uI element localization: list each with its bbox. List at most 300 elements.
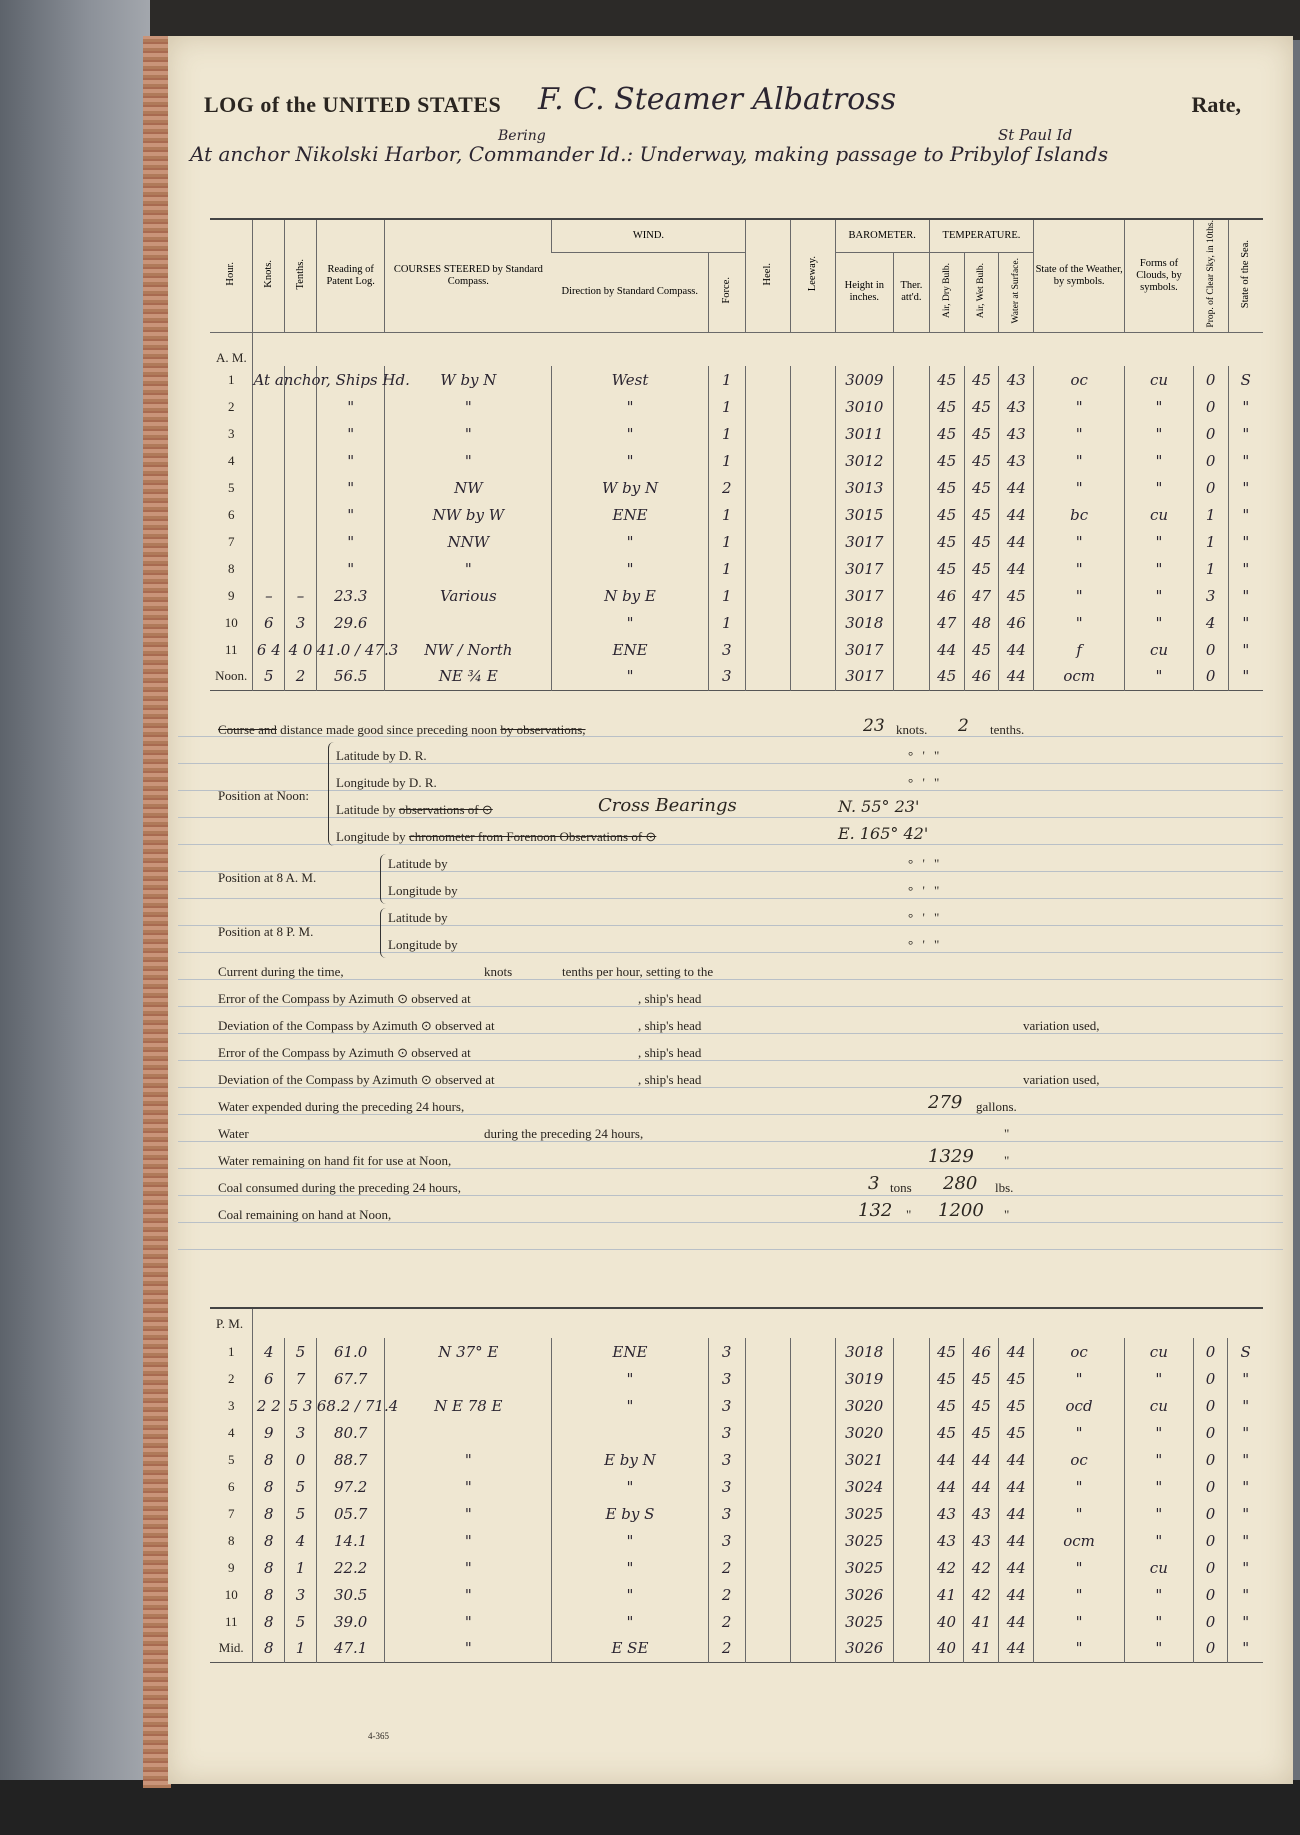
- pm-wet-cell: 43: [964, 1500, 999, 1527]
- am-wet-cell: 45: [964, 420, 999, 447]
- pm-wind-dir-cell: ENE: [552, 1338, 709, 1365]
- ships-head-1: , ship's head: [638, 991, 702, 1006]
- am-bar-cell: 3009: [835, 366, 893, 393]
- am-tenths-cell: 2: [285, 663, 317, 690]
- coal-remaining-label: Coal remaining on hand at Noon,: [218, 1207, 392, 1222]
- pm-leeway-cell: [790, 1392, 835, 1419]
- am-heel-cell: [745, 393, 790, 420]
- pm-clouds-cell: cu: [1125, 1554, 1194, 1581]
- lat-8pm-marks: ° ' ": [908, 910, 943, 925]
- am-dry-cell: 45: [929, 393, 964, 420]
- pm-knots-cell: 8: [253, 1581, 285, 1608]
- pm-course-cell: N E 78 E: [385, 1392, 552, 1419]
- pm-tenths-cell: 5: [285, 1473, 317, 1500]
- pm-sea-cell: ": [1228, 1527, 1263, 1554]
- am-leeway-cell: [790, 582, 835, 609]
- water-remaining-label: Water remaining on hand fit for use at Noon,: [218, 1153, 452, 1168]
- am-bar-cell: 3011: [835, 420, 893, 447]
- am-sea-cell: ": [1228, 555, 1263, 582]
- am-row: [210, 393, 1263, 420]
- pm-dry-cell: 45: [929, 1365, 964, 1392]
- col-temperature: TEMPERATURE.: [929, 219, 1033, 253]
- pm-clouds-cell: cu: [1125, 1338, 1194, 1365]
- am-bar-cell: 3017: [835, 528, 893, 555]
- pm-water-cell: 44: [999, 1446, 1034, 1473]
- lat-dr: Latitude by D. R.: [336, 748, 427, 763]
- pm-course-cell: [385, 1365, 552, 1392]
- pm-clear-cell: 0: [1193, 1365, 1228, 1392]
- lon-8am: Longitude by: [388, 883, 458, 898]
- am-row: [210, 555, 1263, 582]
- tenths-word: tenths.: [990, 722, 1025, 737]
- col-courses: COURSES STEERED by Standard Compass.: [385, 219, 552, 332]
- am-row: [210, 582, 1263, 609]
- header-vessel: F. C. Steamer Albatross: [538, 82, 897, 117]
- pm-course-cell: N 37° E: [385, 1338, 552, 1365]
- am-knots-cell: 5: [253, 663, 285, 690]
- am-log-cell: 56.5: [316, 663, 385, 690]
- pm-bar-cell: 3025: [835, 1527, 893, 1554]
- am-sea-cell: ": [1228, 636, 1263, 663]
- am-dry-cell: 45: [929, 366, 964, 393]
- pm-wind-dir-cell: ": [552, 1365, 709, 1392]
- am-bar-cell: 3017: [835, 555, 893, 582]
- position-8pm-label: Position at 8 P. M.: [218, 924, 314, 939]
- am-wet-cell: 45: [964, 393, 999, 420]
- distance-struck-2: by observations,: [500, 722, 586, 737]
- pm-row: [210, 1419, 1263, 1446]
- pm-sea-cell: ": [1228, 1581, 1263, 1608]
- am-dry-cell: 45: [929, 474, 964, 501]
- lon-noon-value: E. 165° 42': [838, 824, 929, 843]
- pm-water-cell: 44: [999, 1473, 1034, 1500]
- pm-hour-cell: 1: [227, 1343, 235, 1359]
- coal-consumed-label: Coal consumed during the preceding 24 hours,: [218, 1180, 461, 1195]
- pm-wet-cell: 45: [964, 1392, 999, 1419]
- lat-noon-value: N. 55° 23': [838, 797, 920, 816]
- am-hour-cell: 3: [227, 425, 235, 441]
- col-wind-force: Force.: [720, 277, 732, 304]
- am-weather-cell: ": [1034, 393, 1125, 420]
- am-hour-cell: 2: [227, 398, 235, 414]
- pm-clear-cell: 0: [1193, 1446, 1228, 1473]
- am-knots-cell: [253, 393, 285, 420]
- pm-hour-cell: 5: [227, 1451, 235, 1467]
- am-bar-cell: 3013: [835, 474, 893, 501]
- pm-leeway-cell: [790, 1581, 835, 1608]
- am-wind-dir-cell: ": [552, 393, 709, 420]
- am-bar-cell: 3017: [835, 582, 893, 609]
- pm-force-cell: 3: [708, 1473, 745, 1500]
- pm-clear-cell: 0: [1193, 1419, 1228, 1446]
- header-remark-insert-destination: St Paul Id: [998, 126, 1073, 144]
- pm-hour-cell: 4: [227, 1424, 235, 1440]
- brace-noon: [328, 742, 335, 846]
- am-course-cell: NW: [385, 474, 552, 501]
- pm-water-cell: 44: [999, 1500, 1034, 1527]
- pm-water-cell: 44: [999, 1338, 1034, 1365]
- pm-water-cell: 45: [999, 1419, 1034, 1446]
- pm-log-cell: 67.7: [316, 1365, 385, 1392]
- pm-clouds-cell: ": [1125, 1500, 1194, 1527]
- pm-wind-dir-cell: ": [552, 1527, 709, 1554]
- pm-wet-cell: 42: [964, 1581, 999, 1608]
- pm-bar-cell: 3025: [835, 1554, 893, 1581]
- pm-ther-cell: [893, 1554, 929, 1581]
- pm-ther-cell: [893, 1527, 929, 1554]
- gallons-word: gallons.: [976, 1099, 1017, 1114]
- am-ther-cell: [893, 609, 929, 636]
- pm-hour-cell: 8: [227, 1532, 235, 1548]
- am-wind-dir-cell: ENE: [552, 501, 709, 528]
- pm-leeway-cell: [790, 1338, 835, 1365]
- pm-hour-cell: 6: [227, 1478, 235, 1494]
- col-wind: WIND.: [552, 219, 745, 253]
- am-ther-cell: [893, 501, 929, 528]
- am-weather-cell: oc: [1034, 366, 1125, 393]
- pm-wet-cell: 41: [964, 1635, 999, 1662]
- pm-sea-cell: ": [1228, 1608, 1263, 1635]
- coal-remaining-ditto-1: ": [906, 1207, 912, 1222]
- pm-wind-dir-cell: [552, 1419, 709, 1446]
- pm-clouds-cell: cu: [1125, 1392, 1194, 1419]
- am-heel-cell: [745, 663, 790, 690]
- am-ther-cell: [893, 528, 929, 555]
- am-force-cell: 1: [708, 393, 745, 420]
- pm-hour-cell: 2: [227, 1370, 235, 1386]
- col-air-wet: Air, Wet Bulb.: [976, 262, 987, 318]
- pm-sea-cell: ": [1228, 1554, 1263, 1581]
- am-weather-cell: f: [1034, 636, 1125, 663]
- ruled-line: [178, 925, 1283, 926]
- am-dry-cell: 45: [929, 555, 964, 582]
- pm-sea-cell: ": [1228, 1365, 1263, 1392]
- pm-sea-cell: S: [1228, 1338, 1263, 1365]
- am-sea-cell: ": [1228, 582, 1263, 609]
- am-sea-cell: ": [1228, 474, 1263, 501]
- am-wet-cell: 45: [964, 555, 999, 582]
- pm-tenths-cell: 5: [285, 1500, 317, 1527]
- pm-log-cell: 88.7: [316, 1446, 385, 1473]
- pm-leeway-cell: [790, 1419, 835, 1446]
- ruled-line: [178, 1141, 1283, 1142]
- pm-wind-dir-cell: ": [552, 1473, 709, 1500]
- pm-knots-cell: 8: [253, 1554, 285, 1581]
- am-log-cell: ": [316, 420, 385, 447]
- pm-force-cell: 2: [708, 1635, 745, 1662]
- am-force-cell: 3: [708, 636, 745, 663]
- am-heel-cell: [745, 555, 790, 582]
- brace-8am: [380, 854, 387, 904]
- pm-leeway-cell: [790, 1635, 835, 1662]
- lon-dr: Longitude by D. R.: [336, 775, 437, 790]
- pm-wet-cell: 45: [964, 1419, 999, 1446]
- am-sea-cell: ": [1228, 393, 1263, 420]
- am-row: [210, 528, 1263, 555]
- pm-clouds-cell: ": [1125, 1527, 1194, 1554]
- col-sea: State of the Sea.: [1239, 239, 1251, 308]
- am-log-cell: 41.0 / 47.3: [316, 636, 385, 663]
- pm-bar-cell: 3026: [835, 1581, 893, 1608]
- water-remaining-value: 1329: [928, 1146, 974, 1167]
- lat-obs-struck: observations of ⊙: [398, 802, 493, 817]
- am-tenths-cell: [285, 393, 317, 420]
- col-weather: State of the Weather, by symbols.: [1034, 219, 1125, 332]
- coal-consumed-lbs: 280: [943, 1173, 978, 1194]
- lbs-word: lbs.: [995, 1180, 1014, 1195]
- pm-course-cell: ": [385, 1554, 552, 1581]
- col-bar-height: Height in inches.: [835, 253, 893, 332]
- current-knots: knots: [484, 964, 513, 979]
- pm-clear-cell: 0: [1193, 1581, 1228, 1608]
- pm-log-cell: 68.2 / 71.4: [316, 1392, 385, 1419]
- pm-heel-cell: [745, 1581, 790, 1608]
- col-patent-log: Reading of Patent Log.: [316, 219, 385, 332]
- pm-heel-cell: [745, 1446, 790, 1473]
- pm-heel-cell: [745, 1500, 790, 1527]
- am-row: [210, 636, 1263, 663]
- am-dry-cell: 45: [929, 447, 964, 474]
- pm-hour-cell: Mid.: [218, 1640, 244, 1656]
- lat-8am-marks: ° ' ": [908, 856, 943, 871]
- col-hour: Hour.: [225, 261, 237, 286]
- am-ther-cell: [893, 447, 929, 474]
- coal-consumed-tons: 3: [868, 1173, 880, 1194]
- am-force-cell: 1: [708, 447, 745, 474]
- am-dry-cell: 45: [929, 663, 964, 690]
- am-tenths-cell: [285, 528, 317, 555]
- am-row: [210, 420, 1263, 447]
- am-sea-cell: ": [1228, 501, 1263, 528]
- am-clouds-cell: ": [1125, 663, 1194, 690]
- am-log-cell: ": [316, 501, 385, 528]
- am-clouds-cell: cu: [1125, 636, 1194, 663]
- pm-tenths-cell: 5: [285, 1608, 317, 1635]
- pm-course-cell: ": [385, 1608, 552, 1635]
- pm-log-cell: 22.2: [316, 1554, 385, 1581]
- water-mid-ditto: ": [1004, 1126, 1010, 1141]
- am-knots-cell: 6: [253, 609, 285, 636]
- am-wet-cell: 45: [964, 636, 999, 663]
- lon-dr-marks: ° ' ": [908, 775, 943, 790]
- pm-leeway-cell: [790, 1527, 835, 1554]
- am-clear-cell: 0: [1193, 447, 1228, 474]
- am-ther-cell: [893, 636, 929, 663]
- am-heel-cell: [745, 582, 790, 609]
- background-bottom: [0, 1780, 1300, 1835]
- am-water-cell: 45: [999, 582, 1034, 609]
- am-log-cell: 29.6: [316, 609, 385, 636]
- tons-word: tons: [890, 1180, 912, 1195]
- pm-row: [210, 1608, 1263, 1635]
- pm-force-cell: 3: [708, 1500, 745, 1527]
- am-wet-cell: 48: [964, 609, 999, 636]
- pm-force-cell: 2: [708, 1581, 745, 1608]
- am-log-table: [210, 218, 1263, 691]
- pm-dry-cell: 40: [929, 1635, 964, 1662]
- am-log-cell: ": [316, 528, 385, 555]
- am-ther-cell: [893, 420, 929, 447]
- am-row: [210, 366, 1263, 393]
- pm-label: P. M.: [216, 1315, 244, 1331]
- am-log-cell: ": [316, 393, 385, 420]
- am-clouds-cell: ": [1125, 582, 1194, 609]
- am-water-cell: 43: [999, 393, 1034, 420]
- coal-remaining-lbs: 1200: [938, 1200, 984, 1221]
- pm-row: [210, 1581, 1263, 1608]
- water-remaining-ditto: ": [1004, 1153, 1010, 1168]
- am-wind-dir-cell: N by E: [552, 582, 709, 609]
- pm-knots-cell: 8: [253, 1473, 285, 1500]
- am-knots-cell: [253, 501, 285, 528]
- pm-course-cell: ": [385, 1527, 552, 1554]
- am-hour-cell: 9: [227, 587, 235, 603]
- am-water-cell: 44: [999, 528, 1034, 555]
- am-clouds-cell: ": [1125, 420, 1194, 447]
- am-sea-cell: ": [1228, 528, 1263, 555]
- pm-clear-cell: 0: [1193, 1392, 1228, 1419]
- pm-heel-cell: [745, 1365, 790, 1392]
- pm-bar-cell: 3025: [835, 1608, 893, 1635]
- pm-force-cell: 3: [708, 1365, 745, 1392]
- am-water-cell: 44: [999, 636, 1034, 663]
- am-wind-dir-cell: West: [552, 366, 709, 393]
- pm-wind-dir-cell: ": [552, 1581, 709, 1608]
- am-force-cell: 1: [708, 582, 745, 609]
- am-label: A. M.: [216, 350, 247, 366]
- pm-force-cell: 2: [708, 1608, 745, 1635]
- am-wet-cell: 45: [964, 366, 999, 393]
- pm-knots-cell: 2 2: [253, 1392, 285, 1419]
- pm-leeway-cell: [790, 1500, 835, 1527]
- pm-hour-cell: 9: [227, 1559, 235, 1575]
- ruled-line: [178, 871, 1283, 872]
- am-weather-cell: bc: [1034, 501, 1125, 528]
- am-water-cell: 44: [999, 501, 1034, 528]
- pm-knots-cell: 6: [253, 1365, 285, 1392]
- pm-wind-dir-cell: E SE: [552, 1635, 709, 1662]
- am-course-cell: NNW: [385, 528, 552, 555]
- pm-leeway-cell: [790, 1554, 835, 1581]
- pm-clear-cell: 0: [1193, 1608, 1228, 1635]
- am-knots-cell: 6 4: [253, 636, 285, 663]
- pm-log-table: [210, 1307, 1263, 1663]
- am-course-cell: ": [385, 555, 552, 582]
- pm-tenths-cell: 3: [285, 1581, 317, 1608]
- pm-row: [210, 1446, 1263, 1473]
- col-wind-direction: Direction by Standard Compass.: [552, 253, 709, 332]
- am-heel-cell: [745, 636, 790, 663]
- pm-log-cell: 14.1: [316, 1527, 385, 1554]
- pm-wind-dir-cell: E by N: [552, 1446, 709, 1473]
- pm-clouds-cell: ": [1125, 1365, 1194, 1392]
- pm-course-cell: ": [385, 1446, 552, 1473]
- am-hour-cell: 10: [224, 614, 238, 630]
- pm-hour-cell: 10: [224, 1586, 238, 1602]
- am-tenths-cell: [285, 501, 317, 528]
- pm-ther-cell: [893, 1500, 929, 1527]
- am-weather-cell: ": [1034, 474, 1125, 501]
- pm-clear-cell: 0: [1193, 1473, 1228, 1500]
- am-course-cell: NW / North: [385, 636, 552, 663]
- am-weather-cell: ": [1034, 420, 1125, 447]
- pm-wet-cell: 41: [964, 1608, 999, 1635]
- am-clear-cell: 0: [1193, 393, 1228, 420]
- am-wet-cell: 47: [964, 582, 999, 609]
- pm-tenths-cell: 0: [285, 1446, 317, 1473]
- pm-bar-cell: 3019: [835, 1365, 893, 1392]
- pm-weather-cell: ": [1034, 1581, 1125, 1608]
- am-wind-dir-cell: W by N: [552, 474, 709, 501]
- distance-label: distance made good since preceding noon: [276, 722, 501, 737]
- pm-bar-cell: 3018: [835, 1338, 893, 1365]
- pm-course-cell: [385, 1419, 552, 1446]
- am-log-cell: 23.3: [316, 582, 385, 609]
- water-expended-value: 279: [928, 1092, 963, 1113]
- pm-knots-cell: 9: [253, 1419, 285, 1446]
- pm-sea-cell: ": [1228, 1635, 1263, 1662]
- col-clear-sky: Prop. of Clear Sky, in 10ths.: [1205, 220, 1216, 328]
- am-sea-cell: ": [1228, 447, 1263, 474]
- pm-clear-cell: 0: [1193, 1500, 1228, 1527]
- lon-8pm-marks: ° ' ": [908, 937, 943, 952]
- am-hour-cell: 5: [227, 479, 235, 495]
- pm-water-cell: 44: [999, 1554, 1034, 1581]
- pm-ther-cell: [893, 1338, 929, 1365]
- pm-dry-cell: 45: [929, 1338, 964, 1365]
- current-rest: tenths per hour, setting to the: [562, 964, 714, 979]
- pm-sea-cell: ": [1228, 1419, 1263, 1446]
- pm-wind-dir-cell: ": [552, 1554, 709, 1581]
- distance-knots: 23: [863, 716, 885, 736]
- am-tenths-cell: [285, 474, 317, 501]
- coal-remaining-tons: 132: [858, 1200, 893, 1221]
- am-course-cell: W by N: [385, 366, 552, 393]
- pm-ther-cell: [893, 1446, 929, 1473]
- lon-8pm: Longitude by: [388, 937, 458, 952]
- pm-ther-cell: [893, 1473, 929, 1500]
- am-hour-cell: 8: [227, 560, 235, 576]
- pm-dry-cell: 41: [929, 1581, 964, 1608]
- pm-row: [210, 1500, 1263, 1527]
- error-compass-2: Error of the Compass by Azimuth ⊙ observed at: [218, 1045, 471, 1060]
- am-ther-cell: [893, 555, 929, 582]
- pm-weather-cell: ": [1034, 1365, 1125, 1392]
- am-heel-cell: [745, 366, 790, 393]
- am-wind-dir-cell: ": [552, 555, 709, 582]
- pm-bar-cell: 3020: [835, 1392, 893, 1419]
- am-leeway-cell: [790, 609, 835, 636]
- am-clear-cell: 0: [1193, 420, 1228, 447]
- col-air-dry: Air, Dry Bulb.: [941, 262, 952, 318]
- pm-hour-cell: 11: [224, 1613, 238, 1629]
- pm-bar-cell: 3021: [835, 1446, 893, 1473]
- pm-dry-cell: 43: [929, 1500, 964, 1527]
- pm-clouds-cell: ": [1125, 1581, 1194, 1608]
- lat-obs: [336, 802, 493, 818]
- distance-line: [218, 722, 586, 738]
- pm-wet-cell: 43: [964, 1527, 999, 1554]
- pm-ther-cell: [893, 1608, 929, 1635]
- form-number: 4-365: [368, 1731, 389, 1741]
- col-clouds: Forms of Clouds, by symbols.: [1125, 219, 1194, 332]
- am-bar-cell: 3017: [835, 663, 893, 690]
- am-water-cell: 46: [999, 609, 1034, 636]
- am-force-cell: 2: [708, 474, 745, 501]
- pm-knots-cell: 4: [253, 1338, 285, 1365]
- am-wind-dir-cell: ": [552, 528, 709, 555]
- am-clouds-cell: ": [1125, 447, 1194, 474]
